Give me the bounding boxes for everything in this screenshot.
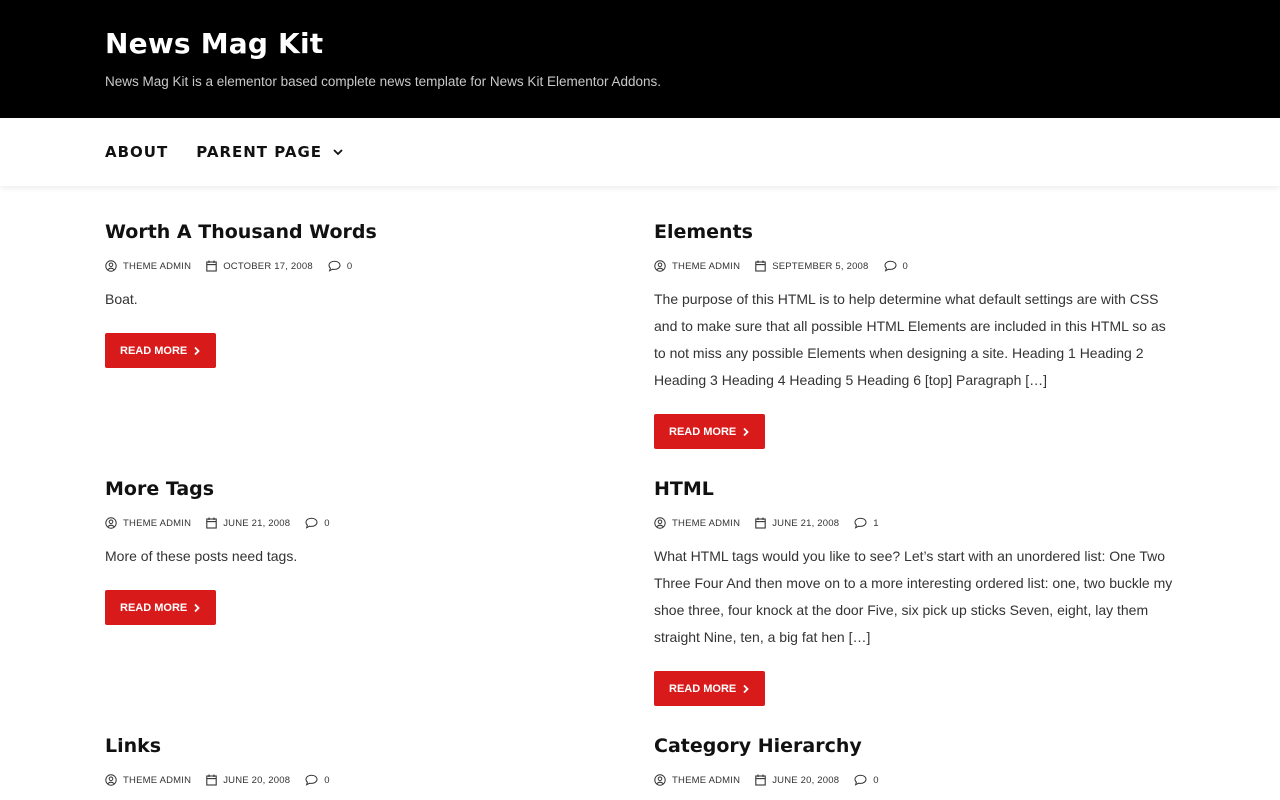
post-meta [654, 260, 1174, 272]
read-more-label: READ MORE [669, 425, 737, 438]
date-text: JUNE 21, 2008 [223, 517, 291, 529]
main-navigation [0, 118, 1280, 186]
read-more-label: READ MORE [120, 601, 188, 614]
author-name: THEME ADMIN [123, 774, 192, 786]
calendar-icon [755, 774, 766, 786]
post-comments[interactable] [884, 260, 908, 272]
post-title[interactable]: Worth A Thousand Words [105, 221, 377, 243]
author-name: THEME ADMIN [672, 517, 741, 529]
user-icon [654, 260, 666, 272]
post-card [105, 734, 625, 786]
date-text: OCTOBER 17, 2008 [223, 260, 313, 272]
date-text: JUNE 21, 2008 [772, 517, 840, 529]
comment-count: 0 [873, 774, 879, 786]
comment-icon [305, 517, 318, 529]
comment-count: 0 [324, 517, 330, 529]
post-excerpt: More of these posts need tags. [105, 548, 298, 564]
post-comments[interactable] [305, 774, 329, 786]
post-card [105, 220, 625, 368]
post-date[interactable] [206, 774, 290, 786]
post-date[interactable] [755, 517, 839, 529]
post-author[interactable] [654, 517, 740, 529]
post-excerpt: What HTML tags would you like to see? Let’s start with an unordered list: One Two Three Four And then move on to a more interesting ordered list: one, two buckle my shoe three, four knock at the door Five, six pick up sticks Seven, eight, lay them straight Nine, ten, a big fat hen […] [654, 548, 1173, 645]
date-text: JUNE 20, 2008 [772, 774, 840, 786]
author-name: THEME ADMIN [672, 774, 741, 786]
post-date[interactable] [755, 260, 868, 272]
site-title[interactable]: News Mag Kit [105, 27, 324, 60]
post-author[interactable] [654, 260, 740, 272]
read-more-label: READ MORE [669, 682, 737, 695]
post-comments[interactable] [854, 774, 878, 786]
post-date[interactable] [206, 260, 313, 272]
post-comments[interactable] [854, 517, 878, 529]
read-more-button[interactable] [105, 333, 216, 368]
user-icon [105, 260, 117, 272]
chevron-down-icon [332, 146, 344, 158]
comment-icon [884, 260, 897, 272]
date-text: SEPTEMBER 5, 2008 [772, 260, 869, 272]
read-more-button[interactable] [654, 671, 765, 706]
chevron-right-icon [193, 346, 201, 356]
chevron-right-icon [193, 603, 201, 613]
post-author[interactable] [654, 774, 740, 786]
site-header [0, 0, 1280, 118]
calendar-icon [206, 517, 217, 529]
post-title[interactable]: More Tags [105, 478, 215, 500]
post-title[interactable]: Category Hierarchy [654, 735, 862, 757]
calendar-icon [755, 260, 766, 272]
post-card [654, 477, 1174, 706]
post-meta [105, 260, 625, 272]
user-icon [654, 774, 666, 786]
read-more-button[interactable] [105, 590, 216, 625]
nav-item-label: ABOUT [105, 143, 169, 161]
comment-count: 1 [873, 517, 879, 529]
author-name: THEME ADMIN [672, 260, 741, 272]
post-date[interactable] [755, 774, 839, 786]
user-icon [105, 774, 117, 786]
post-excerpt: The purpose of this HTML is to help determine what default settings are with CSS and to make sure that all possible HTML Elements are included in this HTML so as to not miss any possible Elements when designing a site. Heading 1 Heading 2 Heading 3 Heading 4 Heading 5 Heading 6 [top] Paragraph […] [654, 291, 1166, 388]
post-card [654, 734, 1174, 786]
date-text: JUNE 20, 2008 [223, 774, 291, 786]
chevron-right-icon [742, 684, 750, 694]
post-card [654, 220, 1174, 449]
user-icon [105, 517, 117, 529]
read-more-button[interactable] [654, 414, 765, 449]
post-title[interactable]: HTML [654, 478, 714, 500]
post-meta [105, 517, 625, 529]
comment-icon [305, 774, 318, 786]
post-card [105, 477, 625, 625]
calendar-icon [206, 260, 217, 272]
nav-item-parent-page[interactable] [196, 143, 344, 161]
user-icon [654, 517, 666, 529]
post-comments[interactable] [305, 517, 329, 529]
read-more-label: READ MORE [120, 344, 188, 357]
author-name: THEME ADMIN [123, 260, 192, 272]
comment-count: 0 [902, 260, 909, 272]
calendar-icon [206, 774, 217, 786]
comment-icon [854, 517, 867, 529]
post-meta [654, 774, 1174, 786]
comment-icon [328, 260, 341, 272]
comment-count: 0 [346, 260, 353, 272]
comment-icon [854, 774, 867, 786]
nav-item-about[interactable] [105, 143, 168, 161]
chevron-right-icon [742, 427, 750, 437]
post-date[interactable] [206, 517, 290, 529]
post-author[interactable] [105, 260, 191, 272]
author-name: THEME ADMIN [123, 517, 192, 529]
calendar-icon [755, 517, 766, 529]
comment-count: 0 [324, 774, 330, 786]
nav-item-label: PARENT PAGE [196, 143, 323, 161]
site-description: News Mag Kit is a elementor based complete news template for News Kit Elementor Addons. [105, 74, 662, 89]
post-title[interactable]: Elements [654, 221, 753, 243]
post-excerpt: Boat. [105, 291, 138, 307]
post-meta [654, 517, 1174, 529]
post-author[interactable] [105, 517, 191, 529]
post-title[interactable]: Links [105, 735, 162, 757]
post-comments[interactable] [328, 260, 352, 272]
post-meta [105, 774, 625, 786]
post-author[interactable] [105, 774, 191, 786]
